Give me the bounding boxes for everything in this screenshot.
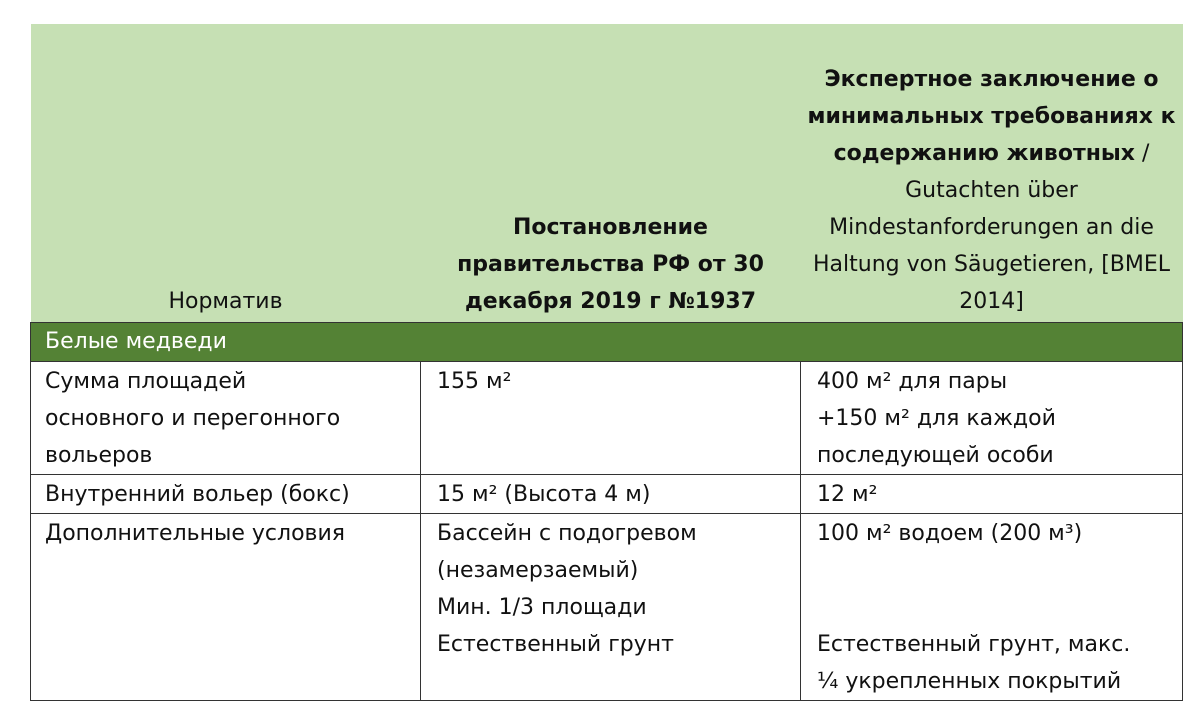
row1-expert-value bbox=[801, 362, 1183, 475]
row3-expert-value bbox=[801, 514, 1183, 701]
cell-line: Естественный грунт, макс. bbox=[817, 632, 1131, 657]
table-row bbox=[31, 514, 1183, 701]
cell-line: Мин. 1/3 площади bbox=[437, 595, 647, 620]
row1-decree-value bbox=[421, 362, 801, 475]
cell-line: Внутренний вольер (бокс) bbox=[45, 482, 350, 507]
section-row bbox=[31, 323, 1183, 362]
cell-line: 155 м² bbox=[437, 369, 512, 394]
header-normative-text: Норматив bbox=[168, 289, 283, 314]
cell-line: Дополнительные условия bbox=[45, 521, 346, 546]
cell-line: основного и перегонного bbox=[45, 406, 341, 431]
cell-line: ¼ укрепленных покрытий bbox=[817, 669, 1122, 694]
table-row bbox=[31, 475, 1183, 514]
cell-line: 100 м² водоем (200 м³) bbox=[817, 521, 1083, 546]
row2-expert-value bbox=[801, 475, 1183, 514]
cell-line: Сумма площадей bbox=[45, 369, 247, 394]
cell-spacer bbox=[817, 589, 1182, 626]
cell-line: 15 м² (Высота 4 м) bbox=[437, 482, 651, 507]
cell-line: 12 м² bbox=[817, 482, 878, 507]
header-expert-opinion-sep: / bbox=[1134, 141, 1150, 166]
cell-line: последующей особи bbox=[817, 443, 1054, 468]
header-expert-opinion-bold: Экспертное заключение о минимальных требованиях к содержанию животных bbox=[807, 67, 1176, 166]
cell-spacer bbox=[817, 552, 1182, 589]
header-expert-opinion-german: Gutachten über Mindestanforderungen an die Haltung von Säugetieren, [BMEL 2014] bbox=[812, 178, 1171, 314]
row3-criterion bbox=[31, 514, 421, 701]
row1-criterion bbox=[31, 362, 421, 475]
row2-criterion bbox=[31, 475, 421, 514]
cell-line: вольеров bbox=[45, 443, 153, 468]
header-normative bbox=[31, 24, 421, 323]
cell-line: Бассейн с подогревом bbox=[437, 521, 697, 546]
table-row bbox=[31, 362, 1183, 475]
section-title: Белые медведи bbox=[31, 323, 1183, 362]
cell-line: 400 м² для пары bbox=[817, 369, 1008, 394]
row3-decree-value bbox=[421, 514, 801, 701]
cell-line: (незамерзаемый) bbox=[437, 558, 639, 583]
header-government-decree-text: Постановление правительства РФ от 30 декабря 2019 г №1937 bbox=[457, 215, 764, 314]
cell-line: Естественный грунт bbox=[437, 632, 674, 657]
row2-decree-value bbox=[421, 475, 801, 514]
header-government-decree bbox=[421, 24, 801, 323]
norms-table bbox=[30, 24, 1183, 701]
table-header-row bbox=[31, 24, 1183, 323]
header-expert-opinion bbox=[801, 24, 1183, 323]
cell-line: +150 м² для каждой bbox=[817, 406, 1056, 431]
